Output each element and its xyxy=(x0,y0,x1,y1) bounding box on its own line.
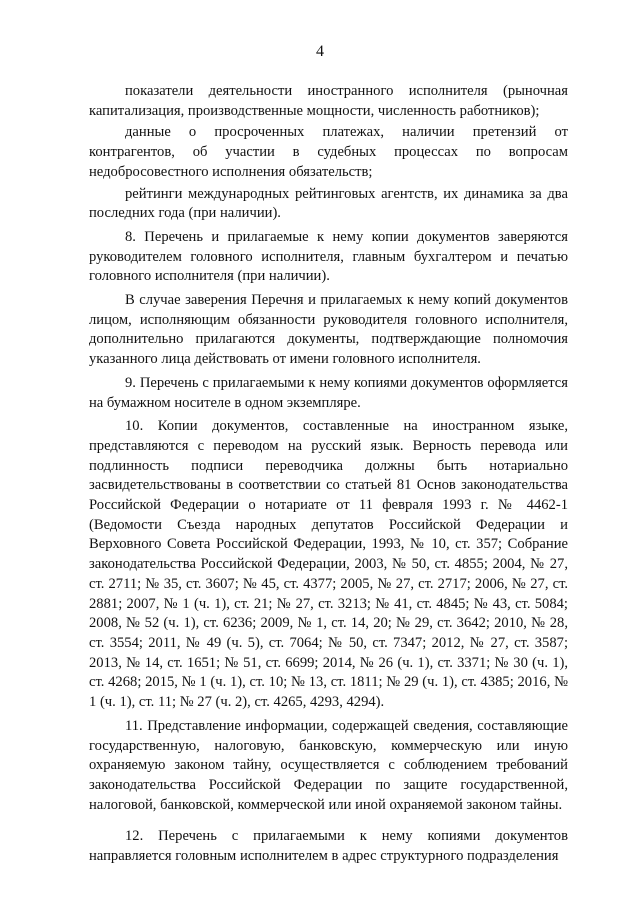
document-body xyxy=(89,82,568,867)
paragraph-ratings: рейтинги международных рейтинговых агентств, их динамика за два последних года (при наличии). xyxy=(89,185,568,222)
paragraph-item-11: 11. Представление информации, содержащей сведения, составляющие государственную, налоговую, банковскую, коммерческую или иную охраняемую законом тайну, осуществляется с соблюдением требований законодательства Российской Федерации по защите государственной, налоговой, банковской, коммерческой или иной охраняемой законом тайны. xyxy=(89,717,568,813)
paragraph-item-8: 8. Перечень и прилагаемые к нему копии документов заверяются руководителем головного исполнителя, главным бухгалтером и печатью головного исполнителя (при наличии). xyxy=(89,228,568,285)
paragraph-item-9: 9. Перечень с прилагаемыми к нему копиями документов оформляется на бумажном носителе в одном экземпляре. xyxy=(89,374,568,411)
page-number: 4 xyxy=(316,43,324,60)
paragraph-certification-case: В случае заверения Перечня и прилагаемых к нему копий документов лицом, исполняющим обязанности руководителя головного исполнителя, дополнительно прилагаются документы, подтверждающие полномочия указанного лица действовать от имени головного исполнителя. xyxy=(89,292,568,368)
paragraph-performance-indicators: показатели деятельности иностранного исполнителя (рыночная капитализация, производственные мощности, численность работников); xyxy=(89,83,568,119)
paragraph-overdue-payments: данные о просроченных платежах, наличии претензий от контрагентов, об участии в судебных процессах по вопросам недобросовестного исполнения обязательств; xyxy=(89,124,568,180)
paragraph-item-12: 12. Перечень с прилагаемыми к нему копиями документов направляется головным исполнителем в адрес структурного подразделения xyxy=(89,828,568,865)
paragraph-item-10: 10. Копии документов, составленные на иностранном языке, представляются с переводом на русский язык. Верность перевода или подлинность подписи переводчика должны быть нотариально засвидетельствованы в соответствии со статьей 81 Основ законодательства Российской Федерации о нотариате от 11 февраля 1993 г. № 4462-1 (Ведомости Съезда народных депутатов Российской Федерации и Верховного Совета Российской Федерации, 1993, № 10, ст. 357; Собрание законодательства Российской Федерации, 2003, № 50, ст. 4855; 2004, № 27, ст. 2711; № 35, ст. 3607; № 45, ст. 4377; 2005, № 27, ст. 2717; 2006, № 27, ст. 2881; 2007, № 1 (ч. 1), ст. 21; № 27, ст. 3213; № 41, ст. 4845; № 43, ст. 5084; 2008, № 52 (ч. 1), ст. 6236; 2009, № 1, ст. 14, 20; № 29, ст. 3642; 2010, № 28, ст. 3554; 2011, № 49 (ч. 5), ст. 7064; № 50, ст. 7347; 2012, № 27, ст. 3587; 2013, № 14, ст. 1651; № 51, ст. 6699; 2014, № 26 (ч. 1), ст. 3371; № 30 (ч. 1), ст. 4268; 2015, № 1 (ч. 1), ст. 10; № 13, ст. 1811; № 29 (ч. 1), ст. 4385; 2016, № 1 (ч. 1), ст. 11; № 27 (ч. 2), ст. 4265, 4293, 4294). xyxy=(89,418,568,711)
